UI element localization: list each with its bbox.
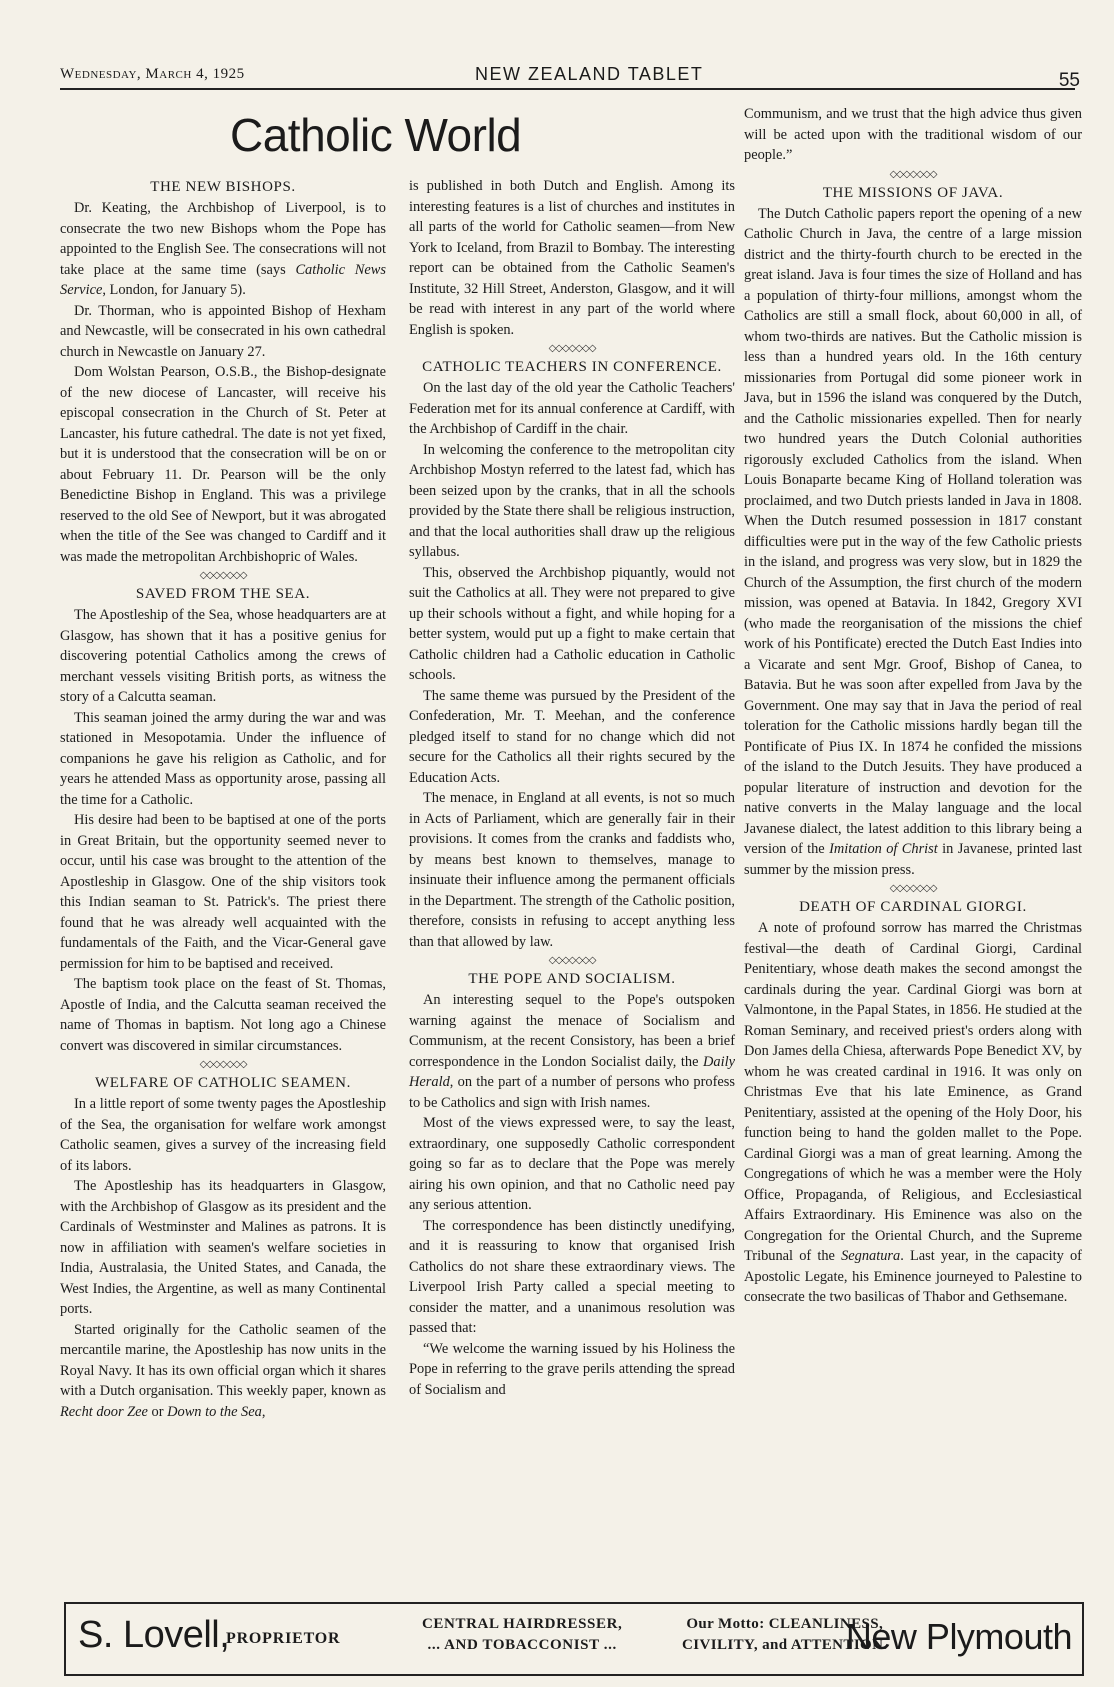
paragraph: Started originally for the Catholic seamen of the mercantile marine, the Apostleship has now units in the Royal Navy. It has its own official organ which it shares with a Dutch organisation. This weekly paper, known as Recht door Zee or Down to the Sea, [60,1321,386,1420]
paper-title: NEW ZEALAND TABLET [475,64,704,84]
paragraph: The menace, in England at all events, is not so much in Acts of Parliament, which are generally fair in their provisions. It comes from the cranks and faddists who, by means best known to themselves, manage to insinuate their influence among the permanent officials in the Department. The strength of the Catholic position, therefore, consists in refusing to accept anything less than that allowed by law. [409,790,735,950]
paragraph: “We welcome the warning issued by his Holiness the Pope in referring to the grave perils attending the spread of Socialism and [409,1340,735,1398]
column-3 [744,104,1082,1308]
ad-motto: Our Motto: CLEANLINESS, CIVILITY, and ATTENTION. [682,1616,888,1653]
section-masthead: Catholic World [230,109,522,161]
advertisement-box [64,1602,1084,1676]
ornament-divider: ◇◇◇◇◇◇◇ [548,955,596,966]
paragraph: An interesting sequel to the Pope's outspoken warning against the menace of Socialism and Communism, at the recent Consistory, has been a brief correspondence in the London Socialist daily, the Daily Herald, on the part of a number of persons who profess to be Catholics and sign with Irish names. [409,992,735,1111]
ad-proprietor: PROPRIETOR [226,1630,341,1647]
ad-town: New Plymouth [845,1616,1072,1657]
paragraph: The Apostleship has its headquarters in Glasgow, with the Archbishop of Glasgow as its president and the Cardinals of Westminster and Malines as patrons. It is now in affiliation with seamen's welfare societies in India, Australasia, the United States, and Canada, the West Indies, the Argentine, as well as many Continental ports. [60,1178,386,1317]
ad-business: CENTRAL HAIRDRESSER, ... AND TOBACCONIST ... [422,1616,623,1653]
ornament-divider: ◇◇◇◇◇◇◇ [889,168,937,180]
heading-cardinal-giorgi: DEATH OF CARDINAL GIORGI. [799,899,1027,915]
paragraph: In a little report of some twenty pages the Apostleship of the Sea, the organisation for welfare work amongst Catholic seamen, gives a survey of the increasing field of its labors. [60,1096,386,1174]
ornament-divider: ◇◇◇◇◇◇◇ [548,343,596,354]
paragraph: The baptism took place on the feast of St. Thomas, Apostle of India, and the Calcutta seaman received the name of Thomas in baptism. Not long ago a Chinese convert was discovered in similar circumstances. [60,976,386,1054]
paragraph: A note of profound sorrow has marred the Christmas festival—the death of Cardinal Giorgi, Cardinal Penitentiary, whose death makes the second amongst the cardinals during the year. Cardinal Giorgi was born at Valmontone, in the Papal States, in 1856. He studied at the Roman Seminary, and received priest's orders along with Don James della Chiesa, afterwards Pope Benedict XV, by whom he was created cardinal in 1916. It was only on Christmas Eve that his late Eminence, as Grand Penitentiary, assisted at the opening of the Holy Door, his function being to hand the golden mallet to the Pope. Cardinal Giorgi was a man of great learning. Among the Congregations of which he was a member were the Holy Office, Propaganda, of Religious, and Ecclesiastical Affairs Extraordinary. His Eminence was also on the Congregation for the Oriental Church, and the Supreme Tribunal of the Segnatura. Last year, in the capacity of Apostolic Legate, his Eminence journeyed to Palestine to consecrate the two basilicas of Thabor and Gethsemane. [744,920,1082,1305]
paragraph: is published in both Dutch and English. Among its interesting features is a list of churches and institutes in all parts of the world for Catholic seamen—from New York to Iceland, from Brazil to Bombay. The interesting report can be obtained from the Catholic Seamen's Institute, 32 Hill Street, Anderston, Glasgow, and it will be read with interest in any part of the world where English is spoken. [409,178,735,338]
column-2 [409,176,735,1400]
ad-name: S. Lovell, [78,1614,230,1656]
page-header [60,64,1080,90]
heading-saved-from-sea: SAVED FROM THE SEA. [135,586,311,602]
paragraph: Most of the views expressed were, to say the least, extraordinary, one supposedly Catholic correspondent going so far as to declare that the Pope was merely airing his own opinion, and that no Catholic need pay any serious attention. [409,1115,735,1213]
page-number: 55 [1058,70,1080,91]
paragraph: This seaman joined the army during the war and was stationed in Mesopotamia. Under the influence of companions he gave his religion as Catholic, and for years he attended Mass as opportunity arose, passing all the time for a Catholic. [60,709,386,808]
heading-new-bishops: THE NEW BISHOPS. [150,179,296,195]
paragraph: The Apostleship of the Sea, whose headquarters are at Glasgow, has shown that it has a positive genius for discovering potential Catholics among the crews of merchant vessels visiting British ports, as witness the story of a Calcutta seaman. [60,607,386,705]
paragraph: His desire had been to be baptised at one of the ports in Great Britain, but the opportunity seemed never to occur, until his case was brought to the attention of the Apostleship in Glasgow. One of the ship visitors took this Indian seaman to St. Patrick's. The priest there found that he was already well acquainted with the fundamentals of the Faith, and the Vicar-General gave permission for him to be baptised and received. [60,812,386,972]
paragraph: On the last day of the old year the Catholic Teachers' Federation met for its annual conference at Cardiff, with the Archbishop of Cardiff in the chair. [409,380,735,437]
heading-welfare-seamen: WELFARE OF CATHOLIC SEAMEN. [95,1075,351,1091]
heading-missions-java: THE MISSIONS OF JAVA. [822,184,1004,201]
paragraph: The correspondence has been distinctly unedifying, and it is reassuring to know that organised Irish Catholics do not share these extraordinary views. The Liverpool Irish Party called a special meeting to consider the matter, and a unanimous resolution was passed that: [409,1217,735,1336]
paragraph: Dr. Keating, the Archbishop of Liverpool, is to consecrate the two new Bishops whom the Pope has appointed to the English See. The consecrations will not take place at the same time (says Catholic News Service, London, for January 5). [60,200,386,298]
paragraph: In welcoming the conference to the metropolitan city Archbishop Mostyn referred to the latest fad, which has been seized upon by the cranks, that in all the schools provided by the State there shall be religious instruction, and that the local authorities shall draw up the religious syllabus. [409,441,735,560]
ornament-divider: ◇◇◇◇◇◇◇ [199,570,247,581]
issue-date: Wednesday, March 4, 1925 [60,66,245,82]
paragraph: The Dutch Catholic papers report the opening of a new Catholic Church in Java, the centre of a large mission district and the thirty-fourth church to be erected in the great island. Java is four times the size of Holland and has a population of thirty-four millions, amongst whom the Catholics are still a small flock, about 60,000 in all, of whom two-thirds are natives. But the Catholic mission is less than a hundred years old. In the 16th century missionaries from Portugal did some pioneer work in Java, but in 1596 the island was conquered by the Dutch, and the Catholic missionaries expelled. Then for nearly two hundred years the Dutch Colonial authorities rigorously excluded Catholics from the island. When Louis Bonaparte became King of Holland toleration was proclaimed, and two Dutch priests landed in Java in 1808. When the Dutch resumed possession in 1817 constant difficulties were put in the way of the few Catholic priests in the island, and progress was very slow, but in 1829 the Church of the Assumption, the first church of the modern mission, was opened at Batavia. In 1842, Gregory XVI (who made the reorganisation of the missions the chief work of his Pontificate) erected the Dutch East Indies into a Vicarate and sent Mgr. Groof, Bishop of Canea, to Batavia. But he was soon after expelled from Java by the Government. One may say that in Java the period of real toleration for the Catholic missions hardly began till the Pontificate of Pius IX. In 1874 he confided the missions of the island to the Dutch Jesuits. They have produced a popular literature of instruction and devotion for the native converts in the Malay language and the local Javanese dialect, the latest addition to this library being a version of the Imitation of Christ in Javanese, printed last summer by the mission press. [744,205,1082,878]
paragraph: The same theme was pursued by the President of the Confederation, Mr. T. Meehan, and the conference pledged itself to stand for no change which did not secure for the Catholics all their rights secured by the Education Acts. [409,687,735,786]
heading-pope-socialism: THE POPE AND SOCIALISM. [468,971,676,987]
header-rule [60,88,1075,90]
ornament-divider: ◇◇◇◇◇◇◇ [199,1059,247,1070]
ornament-divider: ◇◇◇◇◇◇◇ [889,883,937,894]
paragraph: Communism, and we trust that the high advice thus given will be acted upon with the traditional wisdom of our people.” [744,106,1082,163]
paragraph: Dr. Thorman, who is appointed Bishop of Hexham and Newcastle, will be consecrated in his own cathedral church in Newcastle on January 27. [60,302,386,360]
paragraph: This, observed the Archbishop piquantly, would not suit the Catholics at all. They were not prepared to give up their schools without a fight, and while hoping for a better system, would put up a fight to make certain that Catholic children had a Catholic education in Catholic schools. [409,564,735,683]
column-1 [60,176,386,1422]
paragraph: Dom Wolstan Pearson, O.S.B., the Bishop-designate of the new diocese of Lancaster, will receive his episcopal consecration in the Church of St. Peter at Lancaster, his future cathedral. The date is not yet fixed, but it is understood that the consecration will be on or about February 11. Dr. Pearson will be the only Benedictine Bishop in England. This was a privilege reserved to the old See of Newport, but it was abrogated when the title of the See was changed to Cardiff and it was made the metropolitan Archbishopric of Wales. [60,364,386,565]
heading-catholic-teachers: CATHOLIC TEACHERS IN CONFERENCE. [422,359,722,375]
